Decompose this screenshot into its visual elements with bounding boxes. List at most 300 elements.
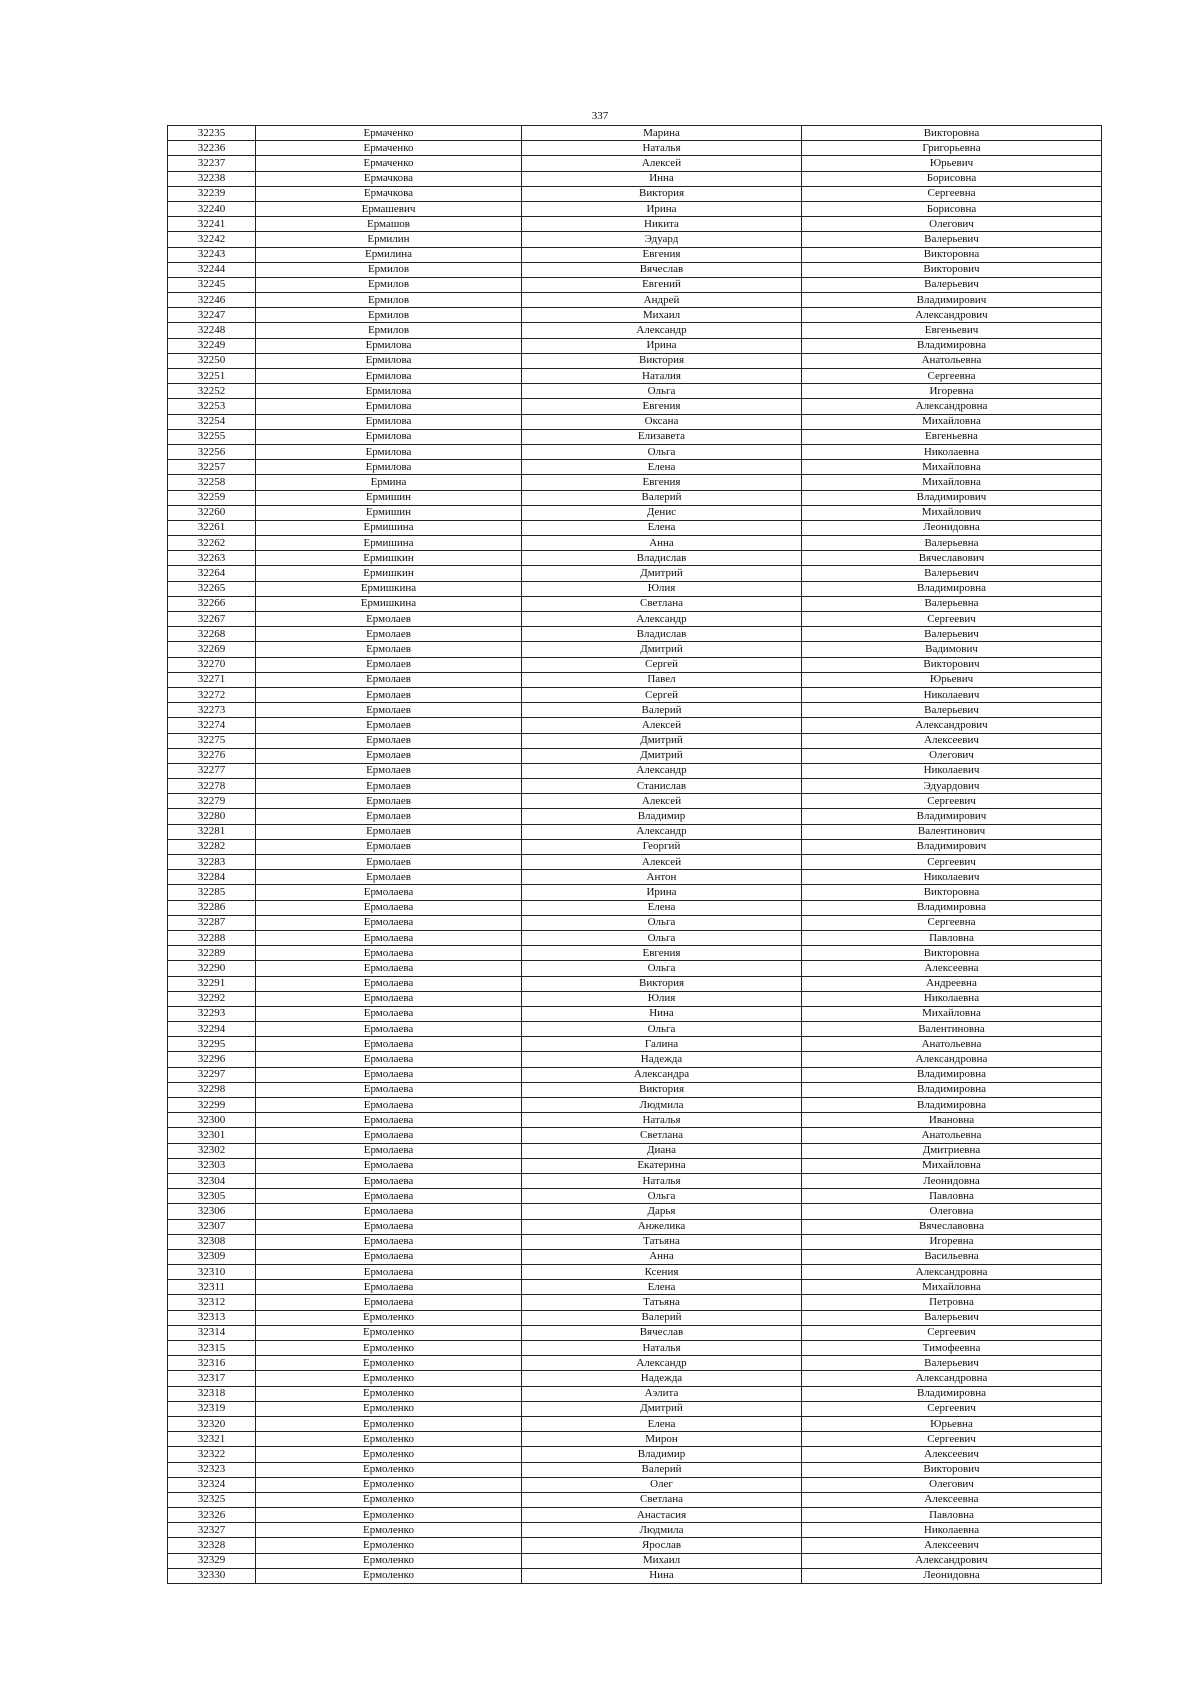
table-row (168, 156, 1102, 171)
surname-cell: Ермолаев (256, 657, 522, 672)
first-name-cell: Инна (522, 171, 802, 186)
record-number-cell: 32268 (168, 627, 256, 642)
register-table-body (168, 126, 1102, 1584)
table-row (168, 353, 1102, 368)
patronymic-cell: Васильевна (802, 1249, 1102, 1264)
first-name-cell: Ольга (522, 1189, 802, 1204)
surname-cell: Ермолаев (256, 824, 522, 839)
patronymic-cell: Сергеевич (802, 794, 1102, 809)
table-row (168, 779, 1102, 794)
patronymic-cell: Евгеньевич (802, 323, 1102, 338)
patronymic-cell: Петровна (802, 1295, 1102, 1310)
table-row (168, 1386, 1102, 1401)
surname-cell: Ермолаев (256, 627, 522, 642)
patronymic-cell: Валерьевна (802, 536, 1102, 551)
surname-cell: Ермилова (256, 353, 522, 368)
first-name-cell: Галина (522, 1037, 802, 1052)
patronymic-cell: Александровна (802, 399, 1102, 414)
table-row (168, 976, 1102, 991)
patronymic-cell: Вадимович (802, 642, 1102, 657)
table-row (168, 627, 1102, 642)
first-name-cell: Олег (522, 1477, 802, 1492)
first-name-cell: Михаил (522, 308, 802, 323)
record-number-cell: 32242 (168, 232, 256, 247)
surname-cell: Ермолаева (256, 1158, 522, 1173)
first-name-cell: Станислав (522, 779, 802, 794)
record-number-cell: 32238 (168, 171, 256, 186)
surname-cell: Ермоленко (256, 1432, 522, 1447)
patronymic-cell: Сергеевна (802, 915, 1102, 930)
table-row (168, 1341, 1102, 1356)
first-name-cell: Никита (522, 217, 802, 232)
surname-cell: Ермолаева (256, 930, 522, 945)
table-row (168, 794, 1102, 809)
patronymic-cell: Михайловна (802, 1158, 1102, 1173)
first-name-cell: Татьяна (522, 1295, 802, 1310)
surname-cell: Ермашов (256, 217, 522, 232)
table-row (168, 171, 1102, 186)
surname-cell: Ермишкина (256, 596, 522, 611)
record-number-cell: 32243 (168, 247, 256, 262)
surname-cell: Ермоленко (256, 1462, 522, 1477)
record-number-cell: 32324 (168, 1477, 256, 1492)
surname-cell: Ермоленко (256, 1523, 522, 1538)
first-name-cell: Елена (522, 900, 802, 915)
record-number-cell: 32317 (168, 1371, 256, 1386)
record-number-cell: 32304 (168, 1173, 256, 1188)
first-name-cell: Диана (522, 1143, 802, 1158)
first-name-cell: Владислав (522, 551, 802, 566)
first-name-cell: Евгения (522, 946, 802, 961)
table-row (168, 1447, 1102, 1462)
surname-cell: Ермишина (256, 536, 522, 551)
patronymic-cell: Борисовна (802, 171, 1102, 186)
surname-cell: Ермоленко (256, 1356, 522, 1371)
surname-cell: Ермилов (256, 262, 522, 277)
record-number-cell: 32311 (168, 1280, 256, 1295)
first-name-cell: Сергей (522, 657, 802, 672)
surname-cell: Ермолаева (256, 1022, 522, 1037)
first-name-cell: Дмитрий (522, 566, 802, 581)
record-number-cell: 32251 (168, 369, 256, 384)
table-row (168, 384, 1102, 399)
surname-cell: Ермоленко (256, 1341, 522, 1356)
record-number-cell: 32249 (168, 338, 256, 353)
table-row (168, 505, 1102, 520)
record-number-cell: 32266 (168, 596, 256, 611)
first-name-cell: Наталья (522, 141, 802, 156)
patronymic-cell: Владимирович (802, 839, 1102, 854)
surname-cell: Ермилина (256, 247, 522, 262)
patronymic-cell: Валерьевич (802, 1356, 1102, 1371)
patronymic-cell: Дмитриевна (802, 1143, 1102, 1158)
table-row (168, 520, 1102, 535)
table-row (168, 217, 1102, 232)
table-row (168, 763, 1102, 778)
record-number-cell: 32320 (168, 1416, 256, 1431)
table-row (168, 1249, 1102, 1264)
patronymic-cell: Валерьевич (802, 627, 1102, 642)
first-name-cell: Нина (522, 1568, 802, 1583)
surname-cell: Ермишкин (256, 551, 522, 566)
surname-cell: Ермолаева (256, 885, 522, 900)
record-number-cell: 32274 (168, 718, 256, 733)
table-row (168, 1022, 1102, 1037)
table-row (168, 1462, 1102, 1477)
record-number-cell: 32313 (168, 1310, 256, 1325)
first-name-cell: Александр (522, 612, 802, 627)
surname-cell: Ермилов (256, 323, 522, 338)
first-name-cell: Елена (522, 1416, 802, 1431)
patronymic-cell: Сергеевич (802, 855, 1102, 870)
surname-cell: Ермоленко (256, 1325, 522, 1340)
record-number-cell: 32263 (168, 551, 256, 566)
first-name-cell: Мирон (522, 1432, 802, 1447)
first-name-cell: Евгения (522, 475, 802, 490)
record-number-cell: 32300 (168, 1113, 256, 1128)
table-row (168, 1082, 1102, 1097)
surname-cell: Ермолаева (256, 1295, 522, 1310)
record-number-cell: 32301 (168, 1128, 256, 1143)
first-name-cell: Ольга (522, 444, 802, 459)
surname-cell: Ермолаев (256, 642, 522, 657)
record-number-cell: 32264 (168, 566, 256, 581)
record-number-cell: 32309 (168, 1249, 256, 1264)
record-number-cell: 32273 (168, 703, 256, 718)
surname-cell: Ермолаева (256, 1098, 522, 1113)
surname-cell: Ермоленко (256, 1553, 522, 1568)
first-name-cell: Елена (522, 1280, 802, 1295)
patronymic-cell: Владимирович (802, 809, 1102, 824)
table-row (168, 946, 1102, 961)
record-number-cell: 32315 (168, 1341, 256, 1356)
table-row (168, 399, 1102, 414)
first-name-cell: Анна (522, 536, 802, 551)
record-number-cell: 32297 (168, 1067, 256, 1082)
surname-cell: Ермолаева (256, 1052, 522, 1067)
patronymic-cell: Владимировна (802, 581, 1102, 596)
patronymic-cell: Сергеевна (802, 186, 1102, 201)
first-name-cell: Владимир (522, 809, 802, 824)
surname-cell: Ермилова (256, 444, 522, 459)
surname-cell: Ермолаева (256, 1067, 522, 1082)
surname-cell: Ермилова (256, 414, 522, 429)
record-number-cell: 32292 (168, 991, 256, 1006)
surname-cell: Ермашевич (256, 201, 522, 216)
patronymic-cell: Николаевна (802, 444, 1102, 459)
table-row (168, 308, 1102, 323)
surname-cell: Ермоленко (256, 1492, 522, 1507)
table-row (168, 1006, 1102, 1021)
surname-cell: Ермоленко (256, 1447, 522, 1462)
record-number-cell: 32288 (168, 930, 256, 945)
record-number-cell: 32276 (168, 748, 256, 763)
table-row (168, 1280, 1102, 1295)
record-number-cell: 32247 (168, 308, 256, 323)
surname-cell: Ермолаева (256, 915, 522, 930)
record-number-cell: 32319 (168, 1401, 256, 1416)
record-number-cell: 32280 (168, 809, 256, 824)
surname-cell: Ермоленко (256, 1477, 522, 1492)
patronymic-cell: Тимофеевна (802, 1341, 1102, 1356)
table-row (168, 1204, 1102, 1219)
record-number-cell: 32260 (168, 505, 256, 520)
patronymic-cell: Сергеевич (802, 1432, 1102, 1447)
patronymic-cell: Николаевна (802, 991, 1102, 1006)
surname-cell: Ермолаев (256, 703, 522, 718)
record-number-cell: 32325 (168, 1492, 256, 1507)
record-number-cell: 32284 (168, 870, 256, 885)
patronymic-cell: Валерьевич (802, 566, 1102, 581)
first-name-cell: Георгий (522, 839, 802, 854)
first-name-cell: Вячеслав (522, 1325, 802, 1340)
first-name-cell: Антон (522, 870, 802, 885)
register-table-container (167, 125, 1101, 1584)
first-name-cell: Ольга (522, 384, 802, 399)
table-row (168, 460, 1102, 475)
first-name-cell: Анастасия (522, 1508, 802, 1523)
table-row (168, 915, 1102, 930)
surname-cell: Ермилова (256, 384, 522, 399)
record-number-cell: 32290 (168, 961, 256, 976)
table-row (168, 1492, 1102, 1507)
record-number-cell: 32318 (168, 1386, 256, 1401)
surname-cell: Ермолаев (256, 748, 522, 763)
record-number-cell: 32245 (168, 277, 256, 292)
table-row (168, 733, 1102, 748)
table-row (168, 1219, 1102, 1234)
patronymic-cell: Викторовна (802, 946, 1102, 961)
patronymic-cell: Алексеевна (802, 961, 1102, 976)
first-name-cell: Наталья (522, 1341, 802, 1356)
record-number-cell: 32285 (168, 885, 256, 900)
table-row (168, 855, 1102, 870)
record-number-cell: 32257 (168, 460, 256, 475)
surname-cell: Ермолаев (256, 779, 522, 794)
surname-cell: Ермишин (256, 490, 522, 505)
record-number-cell: 32295 (168, 1037, 256, 1052)
table-row (168, 369, 1102, 384)
table-row (168, 551, 1102, 566)
patronymic-cell: Викторович (802, 1462, 1102, 1477)
first-name-cell: Ольга (522, 961, 802, 976)
table-row (168, 475, 1102, 490)
record-number-cell: 32236 (168, 141, 256, 156)
first-name-cell: Валерий (522, 703, 802, 718)
record-number-cell: 32246 (168, 293, 256, 308)
surname-cell: Ермолаева (256, 1113, 522, 1128)
record-number-cell: 32282 (168, 839, 256, 854)
surname-cell: Ермоленко (256, 1371, 522, 1386)
record-number-cell: 32269 (168, 642, 256, 657)
patronymic-cell: Владимирович (802, 293, 1102, 308)
first-name-cell: Ольга (522, 1022, 802, 1037)
table-row (168, 536, 1102, 551)
patronymic-cell: Алексеевна (802, 1492, 1102, 1507)
patronymic-cell: Владимировна (802, 900, 1102, 915)
patronymic-cell: Алексеевич (802, 1447, 1102, 1462)
record-number-cell: 32256 (168, 444, 256, 459)
table-row (168, 1295, 1102, 1310)
first-name-cell: Дмитрий (522, 1401, 802, 1416)
first-name-cell: Владислав (522, 627, 802, 642)
record-number-cell: 32278 (168, 779, 256, 794)
patronymic-cell: Алексеевич (802, 1538, 1102, 1553)
first-name-cell: Виктория (522, 1082, 802, 1097)
table-row (168, 293, 1102, 308)
patronymic-cell: Валерьевич (802, 277, 1102, 292)
first-name-cell: Анна (522, 1249, 802, 1264)
record-number-cell: 32303 (168, 1158, 256, 1173)
first-name-cell: Виктория (522, 976, 802, 991)
patronymic-cell: Михайловна (802, 475, 1102, 490)
first-name-cell: Светлана (522, 596, 802, 611)
table-row (168, 809, 1102, 824)
first-name-cell: Дарья (522, 1204, 802, 1219)
table-row (168, 1325, 1102, 1340)
table-row (168, 657, 1102, 672)
patronymic-cell: Михайловна (802, 460, 1102, 475)
table-row (168, 232, 1102, 247)
record-number-cell: 32235 (168, 126, 256, 141)
surname-cell: Ермилова (256, 338, 522, 353)
table-row (168, 1143, 1102, 1158)
record-number-cell: 32275 (168, 733, 256, 748)
record-number-cell: 32255 (168, 429, 256, 444)
patronymic-cell: Анатольевна (802, 1037, 1102, 1052)
surname-cell: Ермилова (256, 460, 522, 475)
table-row (168, 338, 1102, 353)
first-name-cell: Аэлита (522, 1386, 802, 1401)
surname-cell: Ермолаева (256, 1143, 522, 1158)
record-number-cell: 32299 (168, 1098, 256, 1113)
record-number-cell: 32289 (168, 946, 256, 961)
patronymic-cell: Валентиновна (802, 1022, 1102, 1037)
patronymic-cell: Сергеевна (802, 369, 1102, 384)
patronymic-cell: Михайловна (802, 1280, 1102, 1295)
table-row (168, 414, 1102, 429)
first-name-cell: Дмитрий (522, 748, 802, 763)
record-number-cell: 32321 (168, 1432, 256, 1447)
surname-cell: Ермолаева (256, 1173, 522, 1188)
surname-cell: Ермолаева (256, 991, 522, 1006)
first-name-cell: Дмитрий (522, 642, 802, 657)
first-name-cell: Андрей (522, 293, 802, 308)
first-name-cell: Виктория (522, 186, 802, 201)
first-name-cell: Ирина (522, 201, 802, 216)
surname-cell: Ермолаев (256, 763, 522, 778)
first-name-cell: Алексей (522, 718, 802, 733)
record-number-cell: 32272 (168, 687, 256, 702)
table-row (168, 870, 1102, 885)
first-name-cell: Дмитрий (522, 733, 802, 748)
first-name-cell: Вячеслав (522, 262, 802, 277)
record-number-cell: 32302 (168, 1143, 256, 1158)
surname-cell: Ермолаева (256, 946, 522, 961)
patronymic-cell: Анатольевна (802, 353, 1102, 368)
record-number-cell: 32281 (168, 824, 256, 839)
table-row (168, 1158, 1102, 1173)
table-row (168, 490, 1102, 505)
surname-cell: Ермолаев (256, 809, 522, 824)
table-row (168, 703, 1102, 718)
record-number-cell: 32267 (168, 612, 256, 627)
surname-cell: Ермолаев (256, 870, 522, 885)
patronymic-cell: Александрович (802, 1553, 1102, 1568)
patronymic-cell: Вячеславович (802, 551, 1102, 566)
record-number-cell: 32298 (168, 1082, 256, 1097)
record-number-cell: 32316 (168, 1356, 256, 1371)
patronymic-cell: Владимировна (802, 1098, 1102, 1113)
first-name-cell: Светлана (522, 1128, 802, 1143)
first-name-cell: Наталия (522, 369, 802, 384)
record-number-cell: 32258 (168, 475, 256, 490)
record-number-cell: 32287 (168, 915, 256, 930)
table-row (168, 930, 1102, 945)
patronymic-cell: Михайлович (802, 505, 1102, 520)
patronymic-cell: Александрович (802, 718, 1102, 733)
surname-cell: Ермолаева (256, 1189, 522, 1204)
first-name-cell: Юлия (522, 581, 802, 596)
table-row (168, 277, 1102, 292)
table-row (168, 900, 1102, 915)
first-name-cell: Павел (522, 672, 802, 687)
record-number-cell: 32329 (168, 1553, 256, 1568)
record-number-cell: 32293 (168, 1006, 256, 1021)
surname-cell: Ермолаева (256, 900, 522, 915)
patronymic-cell: Валерьевна (802, 596, 1102, 611)
table-row (168, 1356, 1102, 1371)
patronymic-cell: Валентинович (802, 824, 1102, 839)
surname-cell: Ермоленко (256, 1401, 522, 1416)
table-row (168, 444, 1102, 459)
table-row (168, 581, 1102, 596)
record-number-cell: 32330 (168, 1568, 256, 1583)
patronymic-cell: Николаевич (802, 870, 1102, 885)
patronymic-cell: Сергеевич (802, 612, 1102, 627)
table-row (168, 991, 1102, 1006)
table-row (168, 201, 1102, 216)
patronymic-cell: Эдуардович (802, 779, 1102, 794)
table-row (168, 961, 1102, 976)
table-row (168, 1401, 1102, 1416)
patronymic-cell: Леонидовна (802, 1568, 1102, 1583)
surname-cell: Ермачкова (256, 171, 522, 186)
record-number-cell: 32323 (168, 1462, 256, 1477)
record-number-cell: 32308 (168, 1234, 256, 1249)
first-name-cell: Наталья (522, 1113, 802, 1128)
record-number-cell: 32291 (168, 976, 256, 991)
record-number-cell: 32253 (168, 399, 256, 414)
record-number-cell: 32261 (168, 520, 256, 535)
surname-cell: Ермолаев (256, 855, 522, 870)
patronymic-cell: Григорьевна (802, 141, 1102, 156)
patronymic-cell: Викторовна (802, 126, 1102, 141)
patronymic-cell: Викторовна (802, 247, 1102, 262)
first-name-cell: Алексей (522, 794, 802, 809)
surname-cell: Ермолаев (256, 718, 522, 733)
first-name-cell: Владимир (522, 1447, 802, 1462)
surname-cell: Ермоленко (256, 1416, 522, 1431)
first-name-cell: Надежда (522, 1052, 802, 1067)
surname-cell: Ермоленко (256, 1310, 522, 1325)
record-number-cell: 32248 (168, 323, 256, 338)
patronymic-cell: Александровна (802, 1052, 1102, 1067)
surname-cell: Ермилин (256, 232, 522, 247)
first-name-cell: Александр (522, 323, 802, 338)
table-row (168, 1052, 1102, 1067)
surname-cell: Ермаченко (256, 141, 522, 156)
